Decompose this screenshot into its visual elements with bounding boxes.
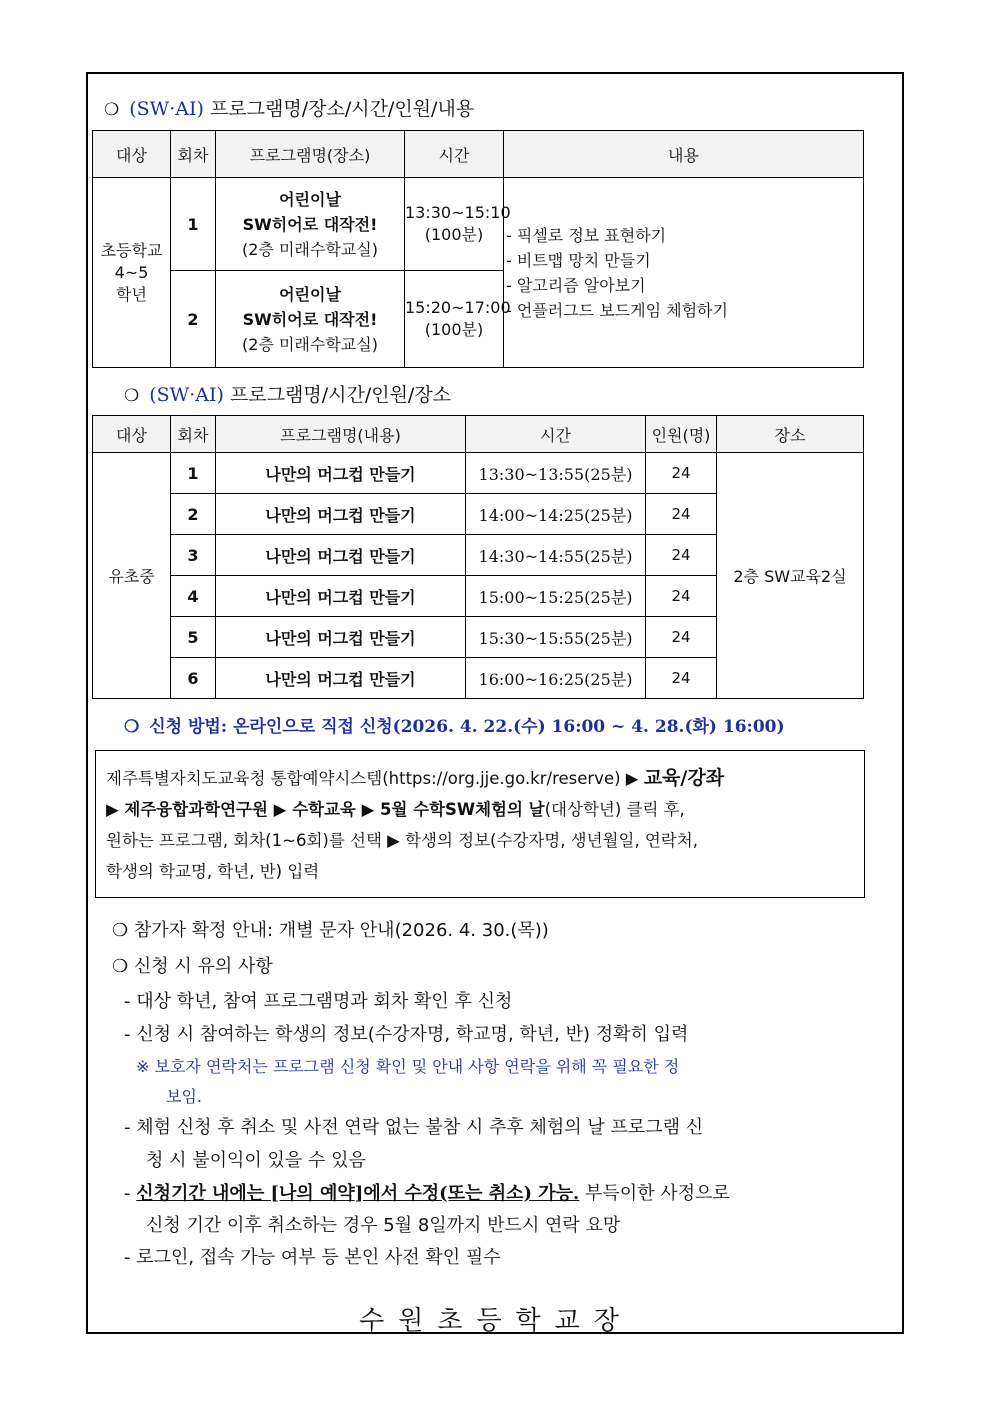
header-time: 시간 (405, 131, 504, 178)
table1-header-row (93, 131, 864, 178)
list-item: - 언플러그드 보드게임 체험하기 (506, 300, 728, 320)
header-time: 시간 (466, 416, 646, 453)
header-content: 내용 (504, 131, 864, 178)
list-item-cont: 청 시 불이익이 있을 수 있음 (146, 1150, 366, 1171)
program-cell: 나만의 머그컵 만들기 (216, 617, 466, 658)
time-cell: 14:30~14:55(25분) (466, 535, 646, 576)
guardian-note: ※ 보호자 연락처는 프로그램 신청 확인 및 안내 사항 연락을 위해 꼭 필요한 정 (136, 1057, 680, 1076)
list-item: - 비트맵 망치 만들기 (506, 250, 651, 270)
signature: 수원초등학교장 (359, 1306, 633, 1336)
list-item: - 대상 학년, 참여 프로그램명과 회차 확인 후 신청 (124, 991, 513, 1012)
time-cell: 15:30~15:55(25분) (466, 617, 646, 658)
list-item: - 신청 시 참여하는 학생의 정보(수강자명, 학교명, 학년, 반) 정확히 입력 (124, 1024, 689, 1045)
count-cell: 24 (646, 453, 717, 494)
round-cell: 4 (171, 576, 216, 617)
round-cell: 2 (171, 494, 216, 535)
header-round: 회차 (171, 416, 216, 453)
round-cell: 5 (171, 617, 216, 658)
target-cell: 유초중 (93, 453, 171, 699)
program-table-2 (92, 415, 864, 699)
target-cell: 초등학교 4~5 학년 (93, 178, 171, 368)
section2-tag: (SW·AI) (149, 384, 224, 406)
program-cell: 나만의 머그컵 만들기 (216, 453, 466, 494)
count-cell: 24 (646, 494, 717, 535)
header-count: 인원(명) (646, 416, 717, 453)
time-cell: 16:00~16:25(25분) (466, 658, 646, 699)
header-target: 대상 (93, 131, 171, 178)
count-cell: 24 (646, 576, 717, 617)
list-item: - 픽셀로 정보 표현하기 (506, 225, 667, 245)
header-program: 프로그램명(장소) (216, 131, 405, 178)
list-item: - 알고리즘 알아보기 (506, 275, 646, 295)
confirm-notice: ❍ 참가자 확정 안내: 개별 문자 안내(2026. 4. 30.(목)) (112, 920, 549, 941)
caution-heading: ❍ 신청 시 유의 사항 (112, 956, 273, 977)
time-cell: 13:30~13:55(25분) (466, 453, 646, 494)
apply-instructions-box: 제주특별자치도교육청 통합예약시스템(https://org.jje.go.kr/reserve) ▶ 교육/강좌 ▶ 제주융합과학연구원 ▶ 수학교육 ▶ 5월 수학SW체험의 날(대상학년) 클릭 후, 원하는 프로그램, 회차(1~6회)를 선택 ▶ 학생의 정보(수강자명, 생년월일, 연락처, 학생의 학교명, 학년, 반) 입력 (95, 750, 865, 898)
header-round: 회차 (171, 131, 216, 178)
table-row (93, 178, 864, 271)
list-item-cont: 신청 기간 이후 취소하는 경우 5월 8일까지 반드시 연락 요망 (146, 1215, 621, 1236)
time-cell: 13:30~15:10 (100분) (405, 178, 504, 271)
list-item: - 체험 신청 후 취소 및 사전 연락 없는 불참 시 추후 체험의 날 프로그램 신 (124, 1117, 704, 1138)
section1-tag: (SW·AI) (129, 98, 204, 120)
program-cell: 나만의 머그컵 만들기 (216, 494, 466, 535)
apply-heading: ❍ 신청 방법: 온라인으로 직접 신청(2026. 4. 22.(수) 16:00 ~ 4. 28.(화) 16:00) (124, 717, 785, 737)
guardian-note-cont: 보임. (166, 1087, 202, 1106)
program-cell: 나만의 머그컵 만들기 (216, 535, 466, 576)
round-cell: 1 (171, 178, 216, 271)
time-cell: 14:00~14:25(25분) (466, 494, 646, 535)
header-program: 프로그램명(내용) (216, 416, 466, 453)
section2-heading-text: 프로그램명/시간/인원/장소 (229, 384, 452, 406)
content-cell (504, 178, 864, 368)
round-cell: 6 (171, 658, 216, 699)
program-table-1 (92, 130, 864, 368)
section1-heading-text: 프로그램명/장소/시간/인원/내용 (209, 98, 475, 120)
section2-heading: ❍ (SW·AI) 프로그램명/시간/인원/장소 (124, 384, 452, 406)
table-row (93, 453, 864, 494)
round-cell: 2 (171, 271, 216, 368)
header-target: 대상 (93, 416, 171, 453)
program-cell: 어린이날 SW히어로 대작전! (2층 미래수학교실) (216, 178, 405, 271)
section1-heading: ❍ (SW·AI) 프로그램명/장소/시간/인원/내용 (104, 98, 475, 120)
list-item: - 로그인, 접속 가능 여부 등 본인 사전 확인 필수 (124, 1247, 501, 1268)
count-cell: 24 (646, 658, 717, 699)
place-cell: 2층 SW교육2실 (717, 453, 864, 699)
program-cell: 어린이날 SW히어로 대작전! (2층 미래수학교실) (216, 271, 405, 368)
count-cell: 24 (646, 535, 717, 576)
round-cell: 3 (171, 535, 216, 576)
program-cell: 나만의 머그컵 만들기 (216, 576, 466, 617)
time-cell: 15:20~17:00 (100분) (405, 271, 504, 368)
table2-header-row (93, 416, 864, 453)
program-cell: 나만의 머그컵 만들기 (216, 658, 466, 699)
round-cell: 1 (171, 453, 216, 494)
list-item: - 신청기간 내에는 [나의 예약]에서 수정(또는 취소) 가능. 부득이한 사정으로 (124, 1183, 730, 1204)
header-place: 장소 (717, 416, 864, 453)
time-cell: 15:00~15:25(25분) (466, 576, 646, 617)
count-cell: 24 (646, 617, 717, 658)
